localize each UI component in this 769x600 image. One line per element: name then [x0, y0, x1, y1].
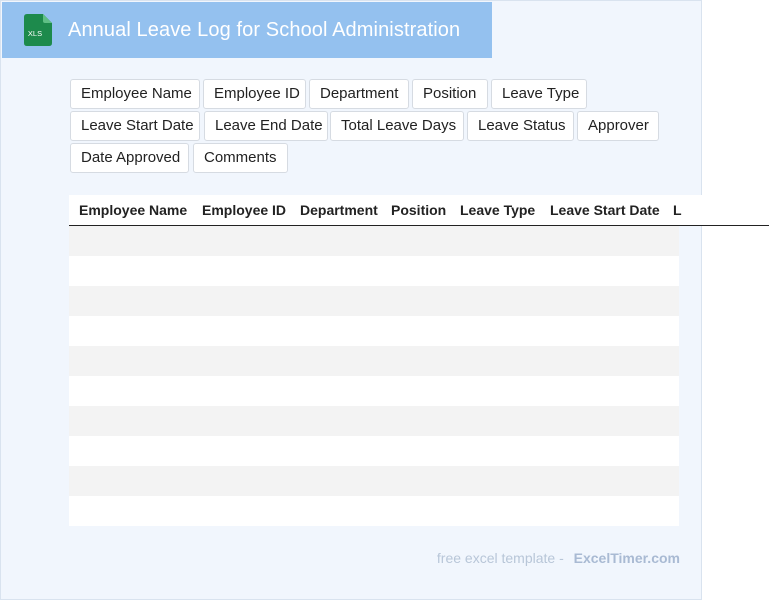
- field-chip[interactable]: Total Leave Days: [330, 111, 464, 141]
- field-chip[interactable]: Department: [309, 79, 409, 109]
- table-row[interactable]: [69, 436, 679, 466]
- field-chip[interactable]: Employee ID: [203, 79, 306, 109]
- field-chip[interactable]: Approver: [577, 111, 659, 141]
- field-chip[interactable]: Date Approved: [70, 143, 189, 173]
- column-header: Leave Start Date: [550, 202, 660, 218]
- table-row[interactable]: [69, 346, 679, 376]
- field-chip[interactable]: Leave Start Date: [70, 111, 200, 141]
- field-chip[interactable]: Leave End Date: [204, 111, 328, 141]
- field-chip[interactable]: Employee Name: [70, 79, 200, 109]
- field-chip[interactable]: Leave Type: [491, 79, 587, 109]
- page-title: Annual Leave Log for School Administration: [68, 19, 461, 41]
- field-chip[interactable]: Position: [412, 79, 488, 109]
- table-row[interactable]: [69, 226, 679, 256]
- column-header: L: [673, 202, 682, 218]
- column-header: Employee Name: [79, 202, 188, 218]
- table-row[interactable]: [69, 466, 679, 496]
- column-header: Leave Type: [460, 202, 536, 218]
- footer-credit: [437, 550, 680, 566]
- table-row[interactable]: [69, 496, 679, 526]
- footer-prefix: free excel template -: [436, 550, 564, 566]
- table-row[interactable]: [69, 406, 679, 436]
- leave-log-table: [69, 195, 682, 526]
- table-row[interactable]: [69, 376, 679, 406]
- title-bar: [2, 2, 492, 58]
- column-header: Position: [391, 202, 447, 218]
- table-row[interactable]: [69, 286, 679, 316]
- column-header: Employee ID: [202, 202, 287, 218]
- table-header-row: [69, 195, 769, 226]
- table-row[interactable]: [69, 316, 679, 346]
- footer-brand-link[interactable]: ExcelTimer.com: [573, 550, 680, 566]
- xls-icon-label: XLS: [27, 29, 43, 38]
- column-header: Department: [300, 202, 378, 218]
- field-chip[interactable]: Leave Status: [467, 111, 574, 141]
- field-chip[interactable]: Comments: [193, 143, 288, 173]
- xls-file-icon: [24, 14, 52, 46]
- table-row[interactable]: [69, 256, 679, 286]
